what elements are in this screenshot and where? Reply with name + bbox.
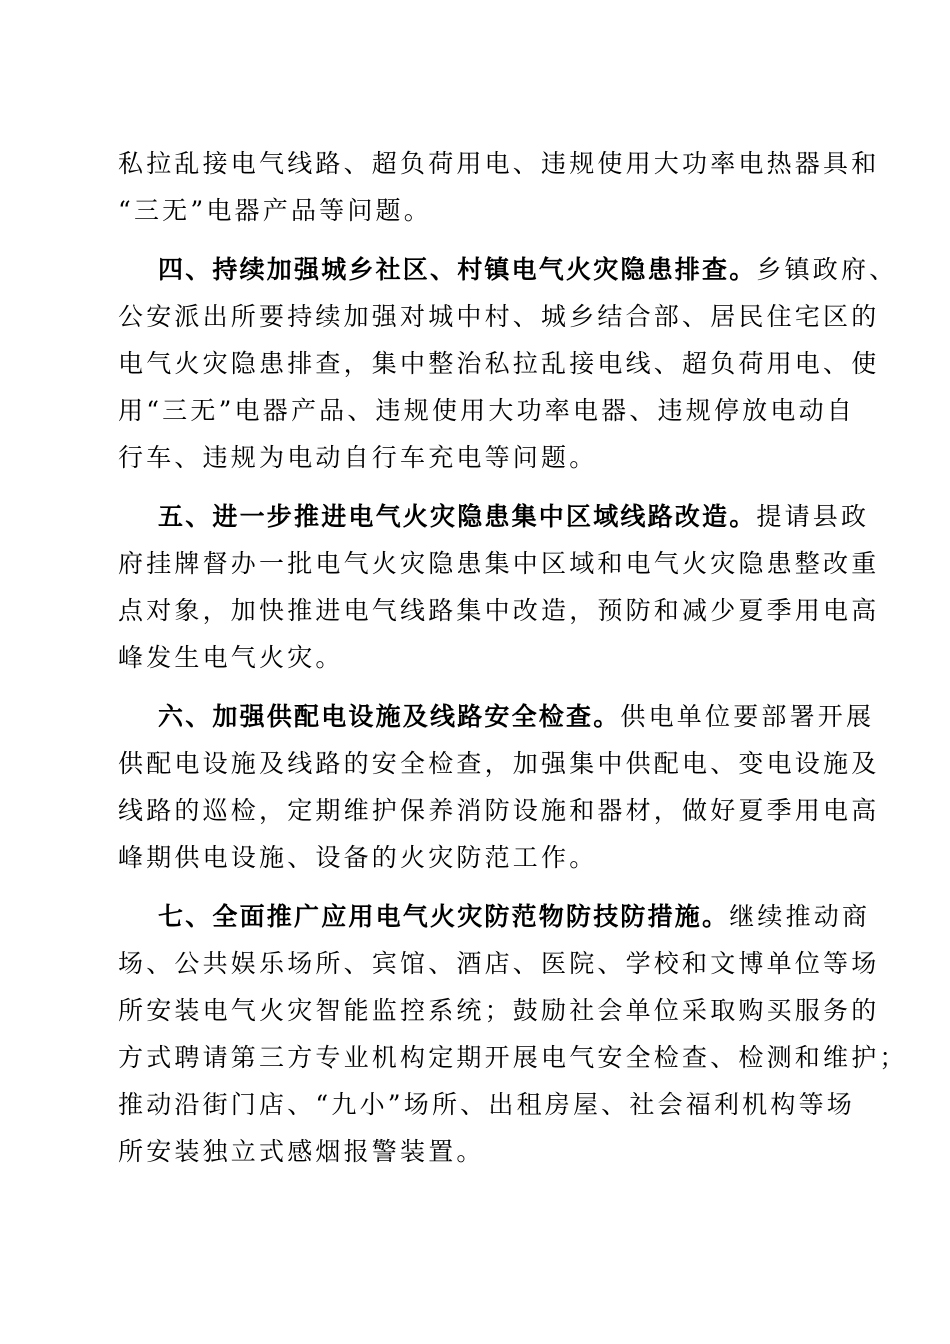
section-4-heading: 四、持续加强城乡社区、村镇电气火灾隐患排查。: [158, 255, 757, 284]
text-line: 点对象，加快推进电气线路集中改造，预防和减少夏季用电高: [118, 596, 880, 625]
document-page: [118, 140, 908, 1175]
section-6-heading: 六、加强供配电设施及线路安全检查。: [158, 702, 621, 731]
text-line: 供配电设施及线路的安全检查，加强集中供配电、变电设施及: [118, 749, 880, 778]
section-5-text: 提请县政: [756, 502, 870, 531]
section-6-text: 供电单位要部署开展: [620, 702, 875, 731]
text-line: 行车、违规为电动自行车充电等问题。: [118, 443, 598, 472]
text-line: 电气火灾隐患排查，集中整治私拉乱接电线、超负荷用电、使: [118, 349, 880, 378]
section-4-text: 乡镇政府、: [756, 255, 898, 284]
text-line: 私拉乱接电气线路、超负荷用电、违规使用大功率电热器具和: [118, 149, 880, 178]
text-line: 峰期供电设施、设备的火灾防范工作。: [118, 843, 598, 872]
text-line: “三无”电器产品等问题。: [118, 196, 432, 225]
text-line: 推动沿街门店、“九小”场所、出租房屋、社会福利机构等场: [118, 1090, 855, 1119]
section-5-heading: 五、进一步推进电气火灾隐患集中区域线路改造。: [158, 502, 757, 531]
section-4-first-line: [118, 246, 898, 293]
text-line: 所安装电气火灾智能监控系统；鼓励社会单位采取购买服务的: [118, 996, 880, 1025]
text-line: 用“三无”电器产品、违规使用大功率电器、违规停放电动自: [118, 396, 855, 425]
text-line: 所安装独立式感烟报警装置。: [118, 1137, 485, 1166]
section-5-first-line: [118, 493, 870, 540]
section-6-first-line: [118, 693, 875, 740]
section-7-heading: 七、全面推广应用电气火灾防范物防技防措施。: [158, 902, 730, 931]
text-line: 府挂牌督办一批电气火灾隐患集中区域和电气火灾隐患整改重: [118, 549, 880, 578]
text-line: 场、公共娱乐场所、宾馆、酒店、医院、学校和文博单位等场: [118, 949, 880, 978]
section-7-text: 继续推动商: [729, 902, 871, 931]
text-line: 峰发生电气火灾。: [118, 643, 344, 672]
section-7-first-line: [118, 893, 871, 940]
text-line: 方式聘请第三方专业机构定期开展电气安全检查、检测和维护；: [118, 1043, 908, 1072]
text-line: 线路的巡检，定期维护保养消防设施和器材，做好夏季用电高: [118, 796, 880, 825]
text-line: 公安派出所要持续加强对城中村、城乡结合部、居民住宅区的: [118, 302, 880, 331]
